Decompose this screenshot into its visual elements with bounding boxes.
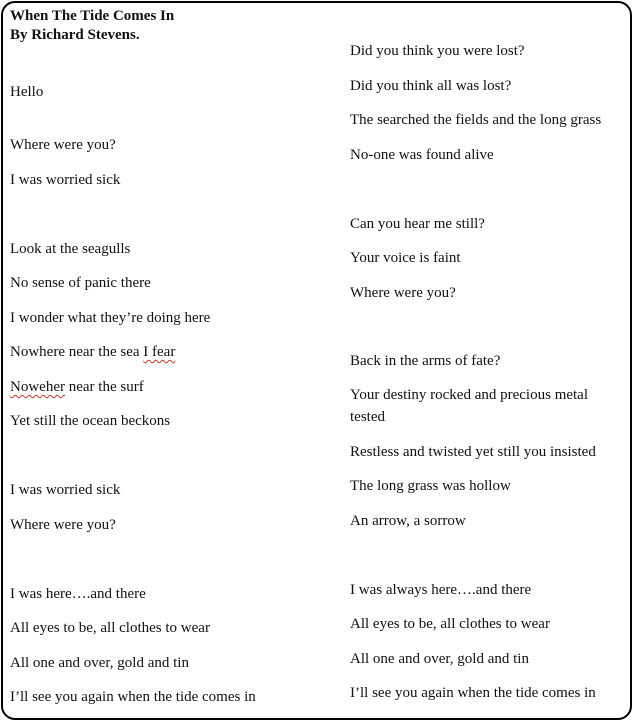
poem-line: I’ll see you again when the tide comes in: [350, 685, 596, 701]
poem-author: By Richard Stevens.: [10, 27, 140, 43]
poem-line-text: Nowhere near the sea: [10, 344, 144, 360]
poem-line: Your destiny rocked and precious metal tested: [350, 387, 589, 425]
poem-line: All one and over, gold and tin: [10, 655, 189, 671]
poem-line: I was worried sick: [10, 482, 121, 498]
poem-line: Restless and twisted yet still you insisted: [350, 444, 596, 460]
poem-line: Did you think all was lost?: [350, 78, 512, 94]
poem-line: The long grass was hollow: [350, 478, 511, 494]
poem-line: I was always here….and there: [350, 582, 532, 598]
poem-line: Hello: [10, 84, 44, 100]
poem-line-text: near the surf: [64, 379, 144, 395]
poem-line: Your voice is faint: [350, 250, 461, 266]
poem-line: I was worried sick: [10, 172, 121, 188]
poem-line: Where were you?: [10, 517, 116, 533]
poem-line: All eyes to be, all clothes to wear: [10, 620, 210, 636]
poem-line: [10, 343, 175, 361]
spellcheck-flagged-text: Noweher: [10, 379, 65, 395]
poem-line: No sense of panic there: [10, 275, 151, 291]
poem-line: Back in the arms of fate?: [350, 353, 501, 369]
poem-line: I wonder what they’re doing here: [10, 310, 211, 326]
poem-line: [10, 378, 144, 396]
poem-line: Look at the seagulls: [10, 241, 131, 257]
poem-line: I was here….and there: [10, 586, 146, 602]
spellcheck-flagged-text: I fear: [143, 344, 176, 360]
poem-line: No-one was found alive: [350, 147, 494, 163]
poem-line: Where were you?: [10, 137, 116, 153]
poem-line: All one and over, gold and tin: [350, 651, 529, 667]
poem-title: When The Tide Comes In: [10, 8, 175, 24]
poem-line: An arrow, a sorrow: [350, 513, 466, 529]
poem-line: Did you think you were lost?: [350, 43, 525, 59]
poem-line: The searched the fields and the long grass: [350, 112, 602, 128]
poem-line: Yet still the ocean beckons: [10, 413, 171, 429]
poem-line: I’ll see you again when the tide comes in: [10, 689, 256, 705]
poem-line: All eyes to be, all clothes to wear: [350, 616, 550, 632]
poem-line: Where were you?: [350, 285, 456, 301]
poem-line: Can you hear me still?: [350, 216, 485, 232]
